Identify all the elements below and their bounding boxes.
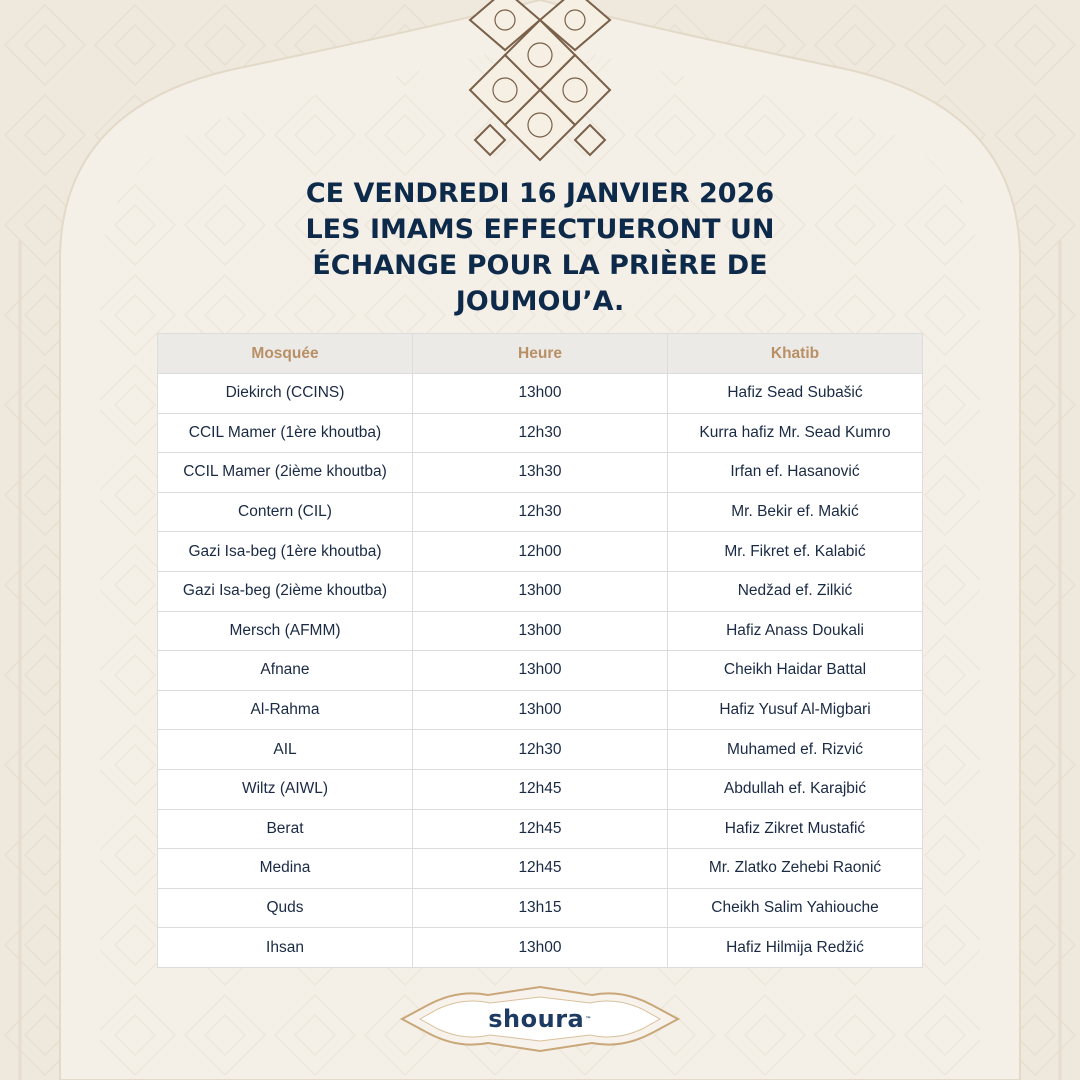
cell-mosquee: Mersch (AFMM) (158, 611, 413, 651)
shoura-logo (398, 983, 682, 1055)
table-header-row (158, 334, 923, 374)
cell-heure: 13h00 (413, 651, 668, 691)
cell-khatib: Hafiz Sead Subašić (668, 374, 923, 414)
cell-mosquee: Contern (CIL) (158, 492, 413, 532)
cell-khatib: Mr. Zlatko Zehebi Raonić (668, 849, 923, 889)
table-row (158, 492, 923, 532)
table-row (158, 532, 923, 572)
logo-wordmark (398, 983, 682, 1055)
cell-khatib: Cheikh Haidar Battal (668, 651, 923, 691)
trademark-symbol: ™ (585, 1015, 592, 1023)
cell-mosquee: Medina (158, 849, 413, 889)
cell-khatib: Hafiz Anass Doukali (668, 611, 923, 651)
cell-mosquee: Diekirch (CCINS) (158, 374, 413, 414)
cell-khatib: Irfan ef. Hasanović (668, 453, 923, 493)
header-khatib: Khatib (668, 334, 923, 374)
cell-heure: 13h00 (413, 571, 668, 611)
logo-text: shoura (488, 1005, 585, 1033)
cell-mosquee: CCIL Mamer (1ère khoutba) (158, 413, 413, 453)
title-line-4: JOUMOU’A. (455, 286, 625, 317)
title-line-2: LES IMAMS EFFECTUERONT UN (305, 214, 775, 245)
table-row (158, 928, 923, 968)
cell-heure: 12h30 (413, 492, 668, 532)
header-mosquee: Mosquée (158, 334, 413, 374)
khatib-schedule-table (157, 333, 923, 968)
ornament-emblem (460, 0, 620, 170)
cell-heure: 12h30 (413, 413, 668, 453)
cell-mosquee: AIL (158, 730, 413, 770)
table-row (158, 730, 923, 770)
cell-heure: 12h45 (413, 849, 668, 889)
table-row (158, 809, 923, 849)
table-row (158, 888, 923, 928)
cell-mosquee: Al-Rahma (158, 690, 413, 730)
cell-heure: 13h15 (413, 888, 668, 928)
table-row (158, 453, 923, 493)
cell-mosquee: CCIL Mamer (2ième khoutba) (158, 453, 413, 493)
table-row (158, 571, 923, 611)
cell-heure: 13h30 (413, 453, 668, 493)
table-row (158, 413, 923, 453)
cell-khatib: Abdullah ef. Karajbić (668, 769, 923, 809)
title-line-3: ÉCHANGE POUR LA PRIÈRE DE (312, 250, 768, 281)
cell-heure: 13h00 (413, 928, 668, 968)
header-heure: Heure (413, 334, 668, 374)
table-row (158, 769, 923, 809)
cell-khatib: Nedžad ef. Zilkić (668, 571, 923, 611)
table-row (158, 611, 923, 651)
cell-mosquee: Afnane (158, 651, 413, 691)
cell-heure: 13h00 (413, 611, 668, 651)
title-line-1: CE VENDREDI 16 JANVIER 2026 (305, 178, 775, 209)
cell-mosquee: Gazi Isa-beg (1ère khoutba) (158, 532, 413, 572)
cell-mosquee: Quds (158, 888, 413, 928)
cell-mosquee: Berat (158, 809, 413, 849)
cell-heure: 12h45 (413, 769, 668, 809)
cell-heure: 12h30 (413, 730, 668, 770)
table-row (158, 690, 923, 730)
cell-khatib: Mr. Bekir ef. Makić (668, 492, 923, 532)
cell-khatib: Hafiz Hilmija Redžić (668, 928, 923, 968)
cell-khatib: Hafiz Yusuf Al-Migbari (668, 690, 923, 730)
announcement-title (0, 176, 1080, 320)
cell-khatib: Muhamed ef. Rizvić (668, 730, 923, 770)
cell-khatib: Kurra hafiz Mr. Sead Kumro (668, 413, 923, 453)
cell-heure: 12h45 (413, 809, 668, 849)
table-row (158, 651, 923, 691)
cell-khatib: Mr. Fikret ef. Kalabić (668, 532, 923, 572)
cell-heure: 13h00 (413, 374, 668, 414)
cell-mosquee: Wiltz (AIWL) (158, 769, 413, 809)
cell-khatib: Cheikh Salim Yahiouche (668, 888, 923, 928)
table-row (158, 849, 923, 889)
cell-heure: 12h00 (413, 532, 668, 572)
table-row (158, 374, 923, 414)
cell-mosquee: Gazi Isa-beg (2ième khoutba) (158, 571, 413, 611)
cell-heure: 13h00 (413, 690, 668, 730)
cell-khatib: Hafiz Zikret Mustafić (668, 809, 923, 849)
cell-mosquee: Ihsan (158, 928, 413, 968)
